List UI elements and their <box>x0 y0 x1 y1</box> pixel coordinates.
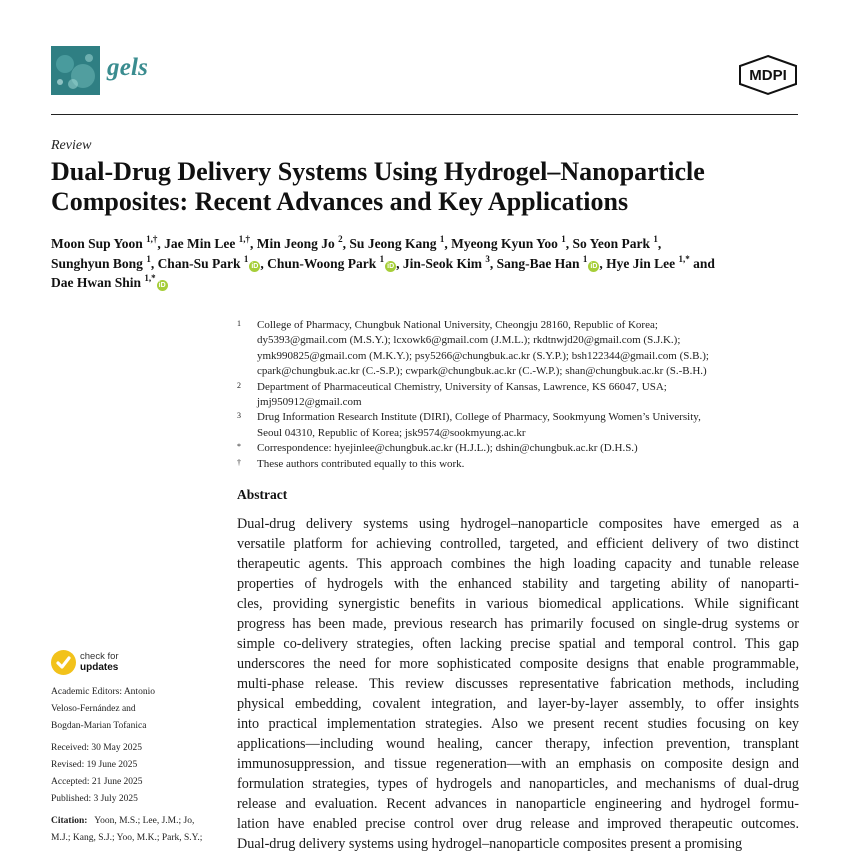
abstract-line: physical embedding, covalent integration, and layer-by-layer assembly, to offer insights <box>237 696 799 712</box>
author-name[interactable]: Chun-Woong Park <box>267 255 377 271</box>
author-line: Moon Sup Yoon $^{1,\dagger}$, Jae Min Lee $^{1,\dagger}$, Min Jeong Jo $^2$, Su Jeong Kang $^1$, Myeong Kyun Yoo $^1$, So Yeon Park $^1$, <box>51 234 662 251</box>
affiliation-text: Correspondence: hyejinlee@chungbuk.ac.kr (H.J.L.); dshin@chungbuk.ac.kr (D.H.S.) <box>257 442 638 455</box>
abstract-line: lation have enabled precise control over drug release and improved therapeutic outcomes. <box>237 816 799 832</box>
mdpi-logo[interactable] <box>737 54 799 96</box>
author-line: Sunghyun Bong $^1$, Chan-Su Park $^1$iD , Chun-Woong Park $^1$iD , Jin-Seok Kim $^3$, Sang-Bae Han $^1$iD , Hye Jin Lee $^{1,*}$ and <box>51 253 715 271</box>
orcid-icon[interactable]: iD <box>158 282 166 289</box>
check-updates-label-bold: updates <box>80 662 119 673</box>
author-name[interactable]: Sang-Bae Han <box>496 255 580 271</box>
affiliation-text: ymk990825@gmail.com (M.K.Y.); psy5266@chungbuk.ac.kr (S.Y.P.); bsh122344@gmail.com (S.B.); <box>257 349 709 362</box>
abstract-line: therapeutic agents. This approach combines the high loading capacity and tunable release <box>237 556 799 572</box>
author-name[interactable]: So Yeon Park <box>572 236 650 251</box>
article-type: Review <box>51 138 92 153</box>
abstract-line: applications—including wound healing, cancer therapy, infection prevention, transplant <box>237 736 799 752</box>
abstract-line: simple co-delivery strategies, often lacking precise spatial and temporal control. This gap <box>237 636 799 652</box>
orcid-icon[interactable]: iD <box>590 262 598 270</box>
affiliation-text: College of Pharmacy, Chungbuk National University, Cheongju 28160, Republic of Korea; <box>257 319 658 331</box>
title-line: Dual-Drug Delivery Systems Using Hydrogel–Nanoparticle <box>51 157 705 186</box>
author-name[interactable]: Sunghyun Bong <box>51 255 143 271</box>
affiliation-text: cpark@chungbuk.ac.kr (C.-S.P.); cwpark@chungbuk.ac.kr (C.-W.P.); shan@chungbuk.ac.kr (S.-B.H.) <box>257 365 707 378</box>
abstract-line: release and evaluation. Recent advances in nanoparticle engineering and hydrogel formu- <box>237 796 799 812</box>
affiliation-item <box>237 441 807 456</box>
affiliation-text: These authors contributed equally to this work. <box>257 457 465 470</box>
accepted-date: Accepted: 21 June 2025 <box>51 777 143 787</box>
affiliation-text: Department of Pharmaceutical Chemistry, University of Kansas, Lawrence, KS 66047, USA; <box>257 380 667 393</box>
academic-editors: Veloso-Fernández and <box>51 704 136 714</box>
check-for-updates-button[interactable] <box>51 650 161 678</box>
revised-date: Revised: 19 June 2025 <box>51 760 138 770</box>
abstract-line: Dual-drug delivery systems using hydrogel–nanoparticle composites have emerged as a <box>237 516 799 532</box>
check-updates-label: check for <box>80 651 119 662</box>
journal-cover-icon <box>51 46 100 95</box>
author-affiliation-mark: 3 <box>485 253 490 264</box>
author-affiliation-mark: 1,† <box>238 234 251 244</box>
author-line <box>51 273 811 293</box>
author-name[interactable]: Min Jeong Jo <box>256 236 335 251</box>
abstract-line: underscores the need for more sophisticated composite designs that enable programmable, <box>237 656 799 672</box>
article-title <box>51 157 811 217</box>
affiliation-mark: 3 <box>237 411 241 421</box>
title-line: Composites: Recent Advances and Key Applications <box>51 187 629 216</box>
citation <box>51 813 226 830</box>
author-affiliation-mark: 1 <box>582 253 588 264</box>
author-affiliation-mark: 1,* <box>144 273 156 283</box>
affiliation-mark: 1 <box>237 319 241 328</box>
author-affiliation-mark: 1,* <box>678 253 690 264</box>
citation-text: M.J.; Kang, S.J.; Yoo, M.K.; Park, S.Y.; <box>51 833 203 843</box>
author-name[interactable]: Chan-Su Park <box>157 255 241 271</box>
author-affiliation-mark: 1 <box>146 253 151 264</box>
author-affiliation-mark: 1 <box>243 253 249 264</box>
abstract-line: immunosuppression, and tissue regeneration—with an emphasis on composite design and <box>237 756 799 772</box>
author-affiliation-mark: 1 <box>653 234 658 244</box>
author-affiliation-mark: 1 <box>439 234 445 244</box>
affiliation-mark: † <box>237 457 241 467</box>
abstract-heading: Abstract <box>237 487 288 502</box>
affiliation-item <box>237 457 807 472</box>
author-list <box>51 234 811 293</box>
abstract-line: multi-phase release. This review discusses representative fabrication methods, including <box>237 676 799 692</box>
abstract-line: formulation strategies, types of hydrogels and nanoparticles, and mechanisms of dual-drug <box>237 776 799 792</box>
affiliation-item <box>237 410 807 441</box>
journal-name[interactable]: gels <box>107 54 149 81</box>
affiliation-text: dy5393@gmail.com (M.S.Y.); lcxowk6@gmail.com (J.M.L.); rkdtnwjd20@gmail.com (S.J.K.); <box>257 334 681 347</box>
affiliation-item <box>237 380 807 411</box>
affiliation-text: Seoul 04310, Republic of Korea; jsk9574@sookmyung.ac.kr <box>257 426 526 439</box>
abstract-line: versatile platform for achieving controlled, targeted, and efficient delivery of two distinct <box>237 536 799 552</box>
author-affiliation-mark: 1 <box>561 234 566 244</box>
author-name[interactable]: Myeong Kyun Yoo <box>451 236 558 251</box>
abstract-line: Dual-drug delivery systems using hydrogel–nanoparticle composites present a promising <box>237 836 743 852</box>
academic-editors: Bogdan-Marian Tofanica <box>51 721 147 731</box>
article-info-sidebar <box>51 684 226 847</box>
publisher-name: MDPI <box>749 67 787 84</box>
affiliation-mark: * <box>237 442 241 452</box>
affiliation-item <box>237 318 807 380</box>
abstract-line: progress has been made, previous research has primarily focused on single-drug systems or <box>237 616 799 632</box>
citation-label: Citation: <box>51 816 88 826</box>
author-affiliation-mark: 1 <box>379 253 385 264</box>
published-date: Published: 3 July 2025 <box>51 794 138 804</box>
abstract-body <box>237 514 799 854</box>
author-name[interactable]: Jae Min Lee <box>164 236 236 251</box>
author-name[interactable]: Dae Hwan Shin <box>51 275 142 290</box>
header-divider <box>51 114 798 115</box>
abstract-line: into practical implementation strategies. Also we present recent studies focusing on key <box>237 716 799 732</box>
affiliation-mark: 2 <box>237 380 241 390</box>
citation-text: Yoon, M.S.; Lee, J.M.; Jo, <box>94 816 195 826</box>
abstract-line: properties of hydrogels with the enhanced stability and targeting ability of nanoparti- <box>237 576 799 592</box>
abstract-line: cles, providing synergistic benefits in various biomedical applications. While significant <box>237 596 799 612</box>
author-affiliation-mark: 1,† <box>146 234 158 244</box>
received-date: Received: 30 May 2025 <box>51 743 143 753</box>
orcid-icon[interactable]: iD <box>251 262 259 270</box>
academic-editors: Academic Editors: Antonio <box>51 687 155 697</box>
author-name[interactable]: Hye Jin Lee <box>606 255 676 271</box>
author-name[interactable]: Jin-Seok Kim <box>402 255 483 271</box>
author-affiliation-mark: 2 <box>338 234 343 244</box>
affiliations <box>237 318 807 472</box>
check-updates-icon <box>51 650 76 675</box>
author-name[interactable]: Moon Sup Yoon <box>51 236 143 251</box>
author-name[interactable]: Su Jeong Kang <box>349 236 437 251</box>
affiliation-text: jmj950912@gmail.com <box>257 396 362 409</box>
orcid-icon[interactable]: iD <box>387 262 395 270</box>
affiliation-text: Drug Information Research Institute (DIRI), College of Pharmacy, Sookmyung Women’s University, <box>257 411 701 424</box>
